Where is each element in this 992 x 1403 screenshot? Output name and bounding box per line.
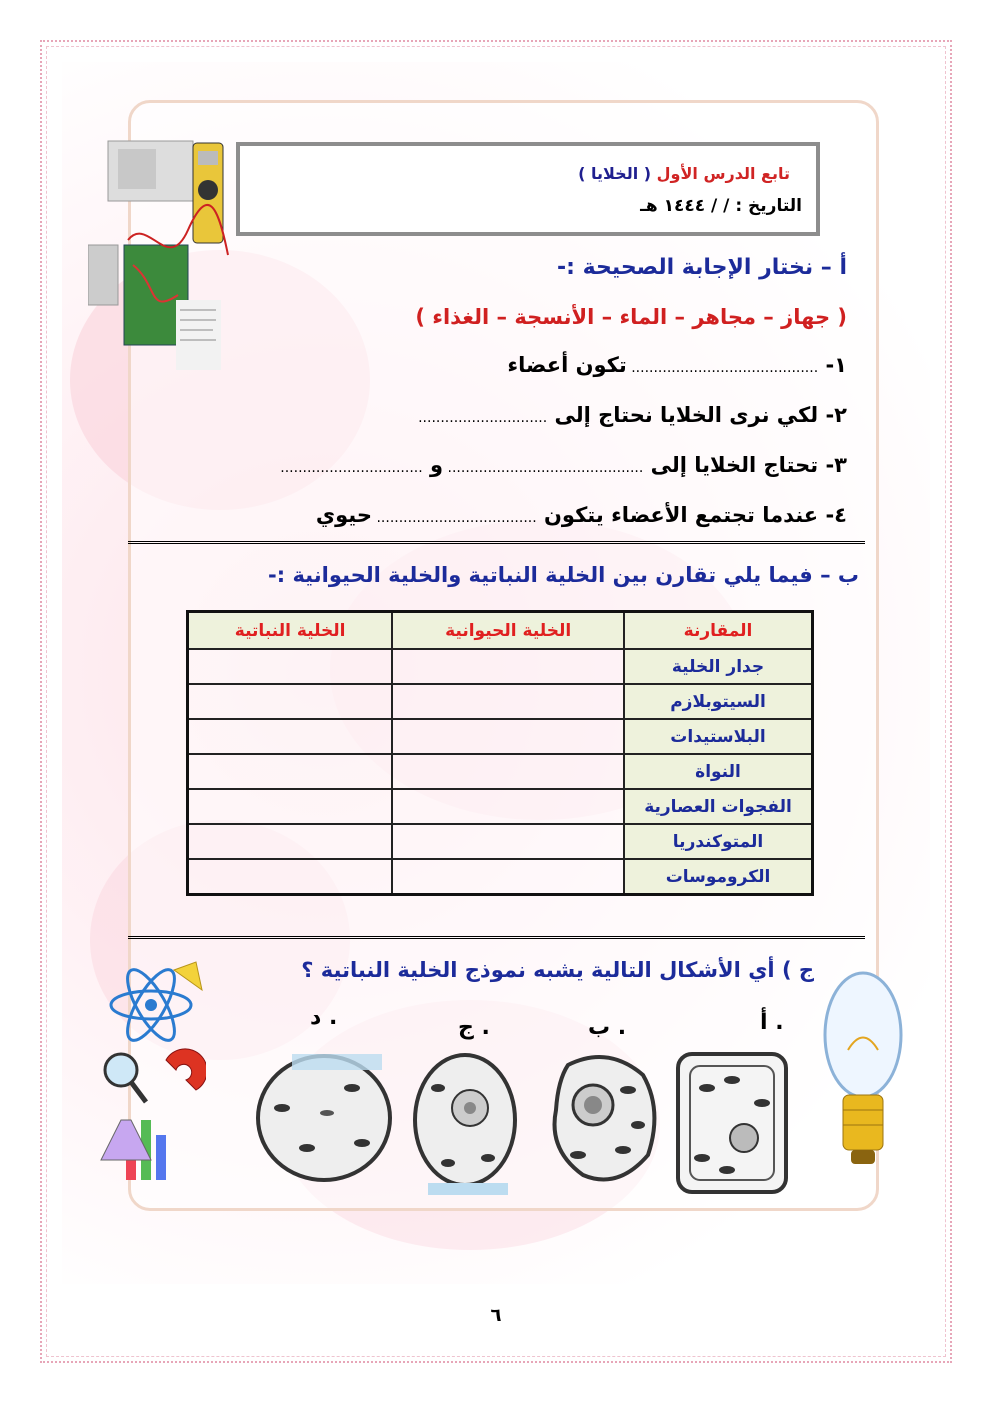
question-2: ٢- لكي نرى الخلايا نحتاج إلى .............................: [418, 403, 847, 427]
answer-choices: ( جهاز – مجاهر – الماء – الأنسجة – الغذاء ): [415, 305, 847, 329]
table-row: النواة: [188, 754, 813, 789]
lesson-header-box: [236, 142, 820, 236]
table-row: جدار الخلية: [188, 649, 813, 684]
answer-cell[interactable]: [392, 649, 624, 684]
answer-cell[interactable]: [188, 719, 393, 754]
question-3: ٣- تحتاج الخلايا إلى ............................................ و ................................: [280, 453, 847, 477]
science-icons-image: [96, 960, 206, 1210]
answer-cell[interactable]: [188, 754, 393, 789]
question-4: ٤- عندما تجتمع الأعضاء يتكون .................................... حيوي: [315, 503, 847, 527]
table-row: الفجوات العصارية: [188, 789, 813, 824]
question-1: ١- .......................................... تكون أعضاء: [507, 353, 847, 377]
answer-cell[interactable]: [392, 719, 624, 754]
column-header: الخلية النباتية: [188, 612, 393, 650]
answer-cell[interactable]: [188, 824, 393, 859]
answer-cell[interactable]: [392, 859, 624, 895]
answer-cell[interactable]: [392, 789, 624, 824]
section-b-heading: ب – فيما يلي تقارن بين الخلية النباتية والخلية الحيوانية :-: [268, 563, 859, 587]
table-row: السيتوبلازم: [188, 684, 813, 719]
section-c-heading: ج ) أي الأشكال التالية يشبه نموذج الخلية النباتية ؟: [301, 958, 814, 982]
page-number: ٦: [490, 1305, 502, 1326]
answer-cell[interactable]: [188, 789, 393, 824]
table-row: المتوكندريا: [188, 824, 813, 859]
option-label-b: ب .: [588, 1015, 627, 1040]
electronics-lab-image: [88, 135, 238, 375]
answer-cell[interactable]: [188, 684, 393, 719]
cell-figure-b[interactable]: [548, 1050, 663, 1190]
answer-cell[interactable]: [392, 754, 624, 789]
lesson-title: تابع الدرس الأول ( الخلايا ): [578, 164, 790, 183]
answer-cell[interactable]: [188, 859, 393, 895]
option-label-d: د .: [310, 1005, 338, 1030]
column-header: الخلية الحيوانية: [392, 612, 624, 650]
table-row: البلاستيدات: [188, 719, 813, 754]
section-divider-1: [128, 541, 865, 547]
option-label-c: ج .: [458, 1015, 490, 1040]
table-row: الكروموسات: [188, 859, 813, 895]
answer-cell[interactable]: [188, 649, 393, 684]
answer-cell[interactable]: [392, 824, 624, 859]
cell-figure-c[interactable]: [408, 1048, 523, 1198]
option-label-a: أ .: [760, 1010, 784, 1035]
light-bulb-image: [818, 960, 908, 1230]
cell-figure-a[interactable]: [672, 1048, 792, 1198]
section-a-heading: أ – نختار الإجابة الصحيحة :-: [557, 255, 847, 280]
cell-figure-d[interactable]: [252, 1048, 402, 1188]
column-header: المقارنة: [624, 612, 813, 650]
date-line: التاريخ : / / ١٤٤٤ هـ: [640, 196, 802, 216]
section-divider-2: [128, 936, 865, 942]
comparison-table: [186, 610, 814, 896]
table-header-row: [188, 612, 813, 650]
answer-cell[interactable]: [392, 684, 624, 719]
